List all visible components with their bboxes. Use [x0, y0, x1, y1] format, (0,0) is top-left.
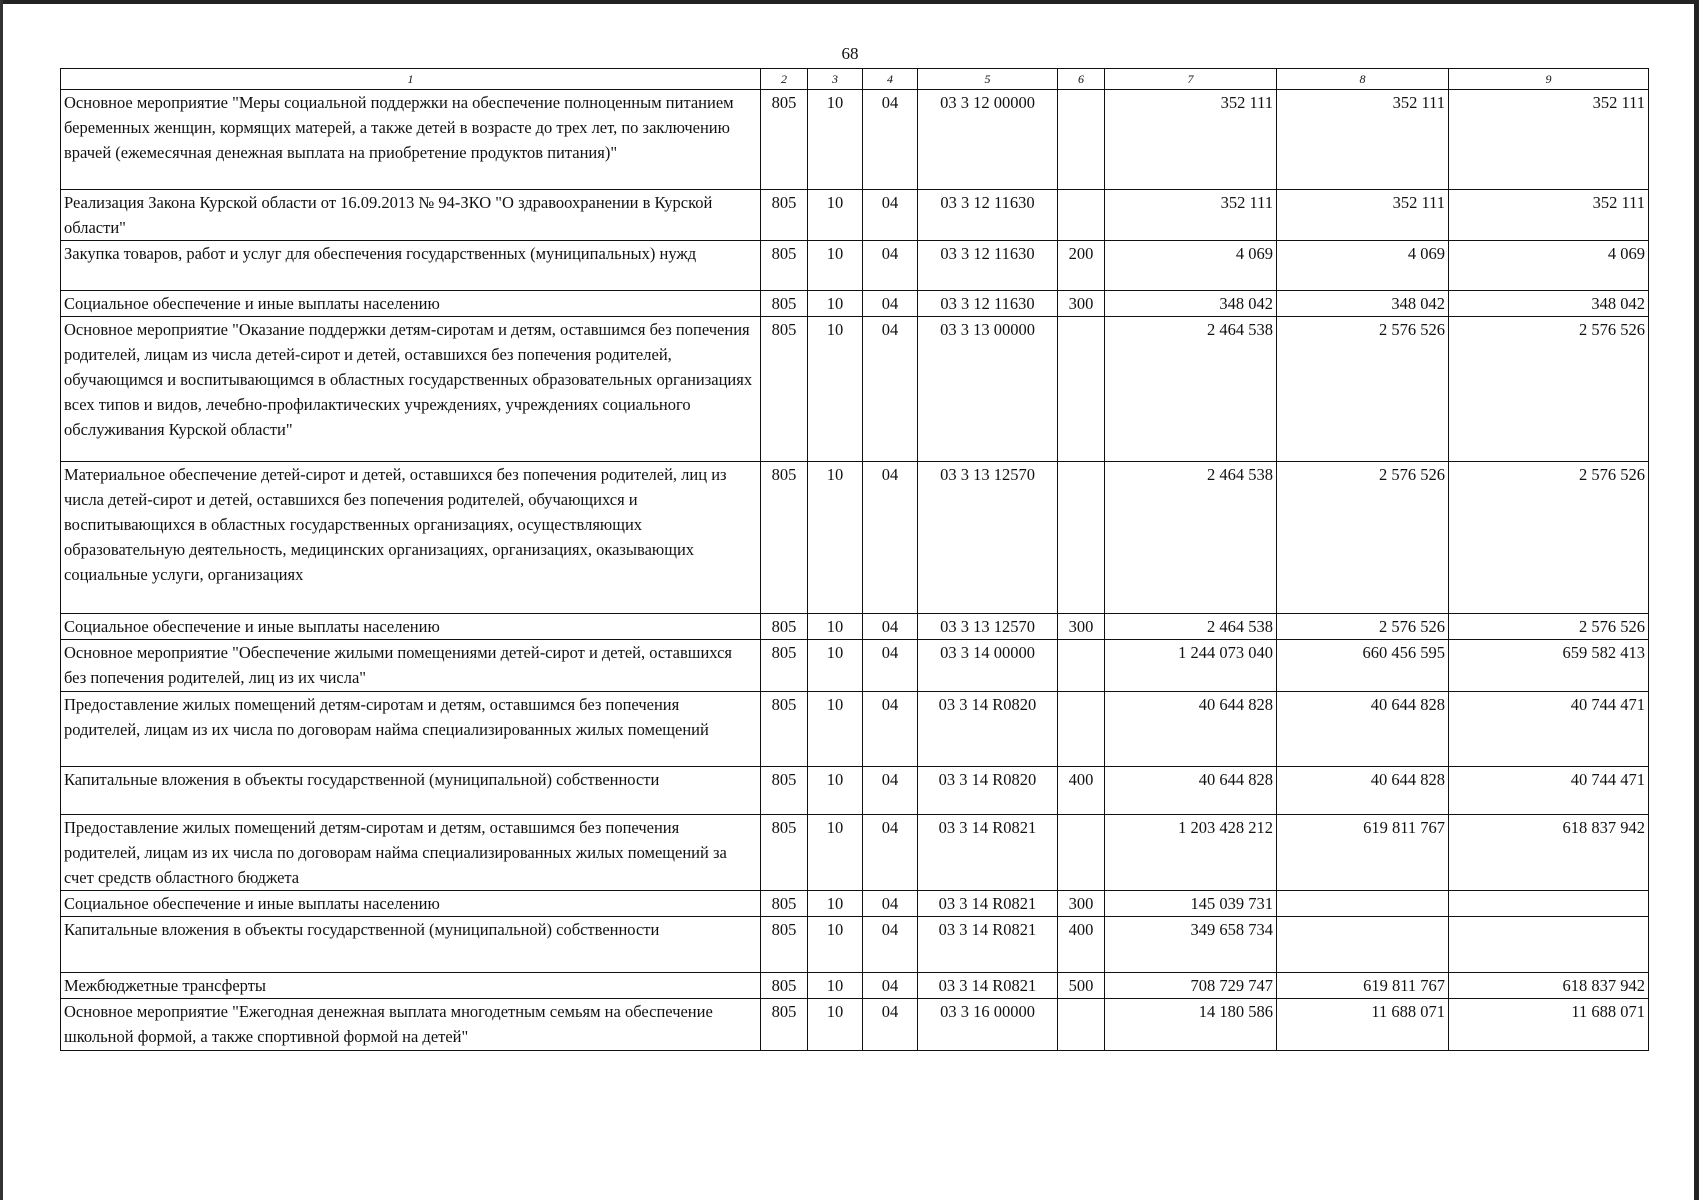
expense-type-code: 300 [1058, 891, 1105, 917]
ministry-code: 805 [761, 999, 808, 1051]
amount-col7: 14 180 586 [1105, 999, 1277, 1051]
amount-col9: 618 837 942 [1449, 973, 1649, 999]
scan-edge-left [0, 0, 3, 1200]
table-row [61, 640, 1649, 692]
ministry-code: 805 [761, 767, 808, 815]
table-row [61, 767, 1649, 815]
expense-type-code [1058, 815, 1105, 891]
page-number: 68 [841, 44, 859, 63]
target-article-code: 03 3 12 00000 [918, 90, 1058, 190]
target-article-code: 03 3 14 R0821 [918, 973, 1058, 999]
section-code: 10 [808, 692, 863, 767]
amount-col9: 11 688 071 [1449, 999, 1649, 1051]
ministry-code: 805 [761, 614, 808, 640]
expense-type-code: 300 [1058, 614, 1105, 640]
subsection-code: 04 [863, 767, 918, 815]
section-code: 10 [808, 190, 863, 241]
subsection-code: 04 [863, 317, 918, 462]
expense-type-code [1058, 462, 1105, 614]
row-name: Капитальные вложения в объекты государственной (муниципальной) собственности [61, 767, 761, 815]
amount-col7: 2 464 538 [1105, 462, 1277, 614]
table-row [61, 462, 1649, 614]
amount-col9: 659 582 413 [1449, 640, 1649, 692]
subsection-code: 04 [863, 815, 918, 891]
row-name: Основное мероприятие "Оказание поддержки детям-сиротам и детям, оставшимся без попечения родителей, лицам из числа детей-сирот и детей, оставшихся без попечения родителей, обучающимся и воспитывающимся в областных государственных образовательных организациях всех типов и видов, лечебно-профилактических учреждениях, учреждениях социального обслуживания Курской области" [61, 317, 761, 462]
subsection-code: 04 [863, 973, 918, 999]
target-article-code: 03 3 14 R0820 [918, 692, 1058, 767]
row-name: Межбюджетные трансферты [61, 973, 761, 999]
table-row [61, 999, 1649, 1051]
amount-col7: 1 203 428 212 [1105, 815, 1277, 891]
section-code: 10 [808, 999, 863, 1051]
subsection-code: 04 [863, 640, 918, 692]
table-row [61, 241, 1649, 291]
amount-col9: 40 744 471 [1449, 767, 1649, 815]
table-row [61, 291, 1649, 317]
amount-col7: 352 111 [1105, 190, 1277, 241]
amount-col9: 2 576 526 [1449, 317, 1649, 462]
header-cell: 9 [1449, 69, 1649, 90]
amount-col9: 352 111 [1449, 90, 1649, 190]
row-name: Материальное обеспечение детей-сирот и детей, оставшихся без попечения родителей, лиц из числа детей-сирот и детей, оставшихся без попечения родителей, обучающихся и воспитывающихся в областных государственных организациях, осуществляющих образовательную деятельность, медицинских организациях, организациях, оказывающих социальные услуги, организациях [61, 462, 761, 614]
header-cell: 5 [918, 69, 1058, 90]
amount-col9: 2 576 526 [1449, 462, 1649, 614]
table-row [61, 692, 1649, 767]
table-row [61, 90, 1649, 190]
target-article-code: 03 3 14 R0820 [918, 767, 1058, 815]
amount-col9: 348 042 [1449, 291, 1649, 317]
ministry-code: 805 [761, 815, 808, 891]
section-code: 10 [808, 917, 863, 973]
ministry-code: 805 [761, 973, 808, 999]
table-row [61, 973, 1649, 999]
ministry-code: 805 [761, 692, 808, 767]
table-row [61, 917, 1649, 973]
amount-col7: 1 244 073 040 [1105, 640, 1277, 692]
target-article-code: 03 3 12 11630 [918, 291, 1058, 317]
scan-edge-right [1694, 0, 1699, 1200]
expense-type-code: 400 [1058, 917, 1105, 973]
amount-col8: 619 811 767 [1277, 973, 1449, 999]
amount-col7: 352 111 [1105, 90, 1277, 190]
target-article-code: 03 3 13 00000 [918, 317, 1058, 462]
expense-type-code: 400 [1058, 767, 1105, 815]
amount-col8: 4 069 [1277, 241, 1449, 291]
expense-type-code: 200 [1058, 241, 1105, 291]
section-code: 10 [808, 815, 863, 891]
row-name: Социальное обеспечение и иные выплаты населению [61, 614, 761, 640]
table-row [61, 815, 1649, 891]
header-cell: 2 [761, 69, 808, 90]
amount-col7: 40 644 828 [1105, 767, 1277, 815]
amount-col7: 349 658 734 [1105, 917, 1277, 973]
amount-col8: 352 111 [1277, 190, 1449, 241]
header-cell: 8 [1277, 69, 1449, 90]
header-cell: 1 [61, 69, 761, 90]
amount-col9 [1449, 917, 1649, 973]
header-row [61, 69, 1649, 90]
section-code: 10 [808, 614, 863, 640]
scan-edge-top [0, 0, 1699, 4]
amount-col9 [1449, 891, 1649, 917]
amount-col8: 619 811 767 [1277, 815, 1449, 891]
amount-col9: 352 111 [1449, 190, 1649, 241]
row-name: Основное мероприятие "Обеспечение жилыми помещениями детей-сирот и детей, оставшихся без попечения родителей, лиц из их числа" [61, 640, 761, 692]
row-name: Предоставление жилых помещений детям-сиротам и детям, оставшимся без попечения родителей, лицам из их числа по договорам найма специализированных жилых помещений за счет средств областного бюджета [61, 815, 761, 891]
expense-type-code [1058, 317, 1105, 462]
amount-col8: 40 644 828 [1277, 692, 1449, 767]
section-code: 10 [808, 891, 863, 917]
ministry-code: 805 [761, 640, 808, 692]
amount-col9: 40 744 471 [1449, 692, 1649, 767]
amount-col9: 618 837 942 [1449, 815, 1649, 891]
subsection-code: 04 [863, 891, 918, 917]
ministry-code: 805 [761, 917, 808, 973]
amount-col7: 4 069 [1105, 241, 1277, 291]
table-row [61, 317, 1649, 462]
subsection-code: 04 [863, 462, 918, 614]
row-name: Основное мероприятие "Меры социальной поддержки на обеспечение полноценным питанием беременных женщин, кормящих матерей, а также детей в возрасте до трех лет, по заключению врачей (ежемесячная денежная выплата на приобретение продуктов питания)" [61, 90, 761, 190]
row-name: Капитальные вложения в объекты государственной (муниципальной) собственности [61, 917, 761, 973]
row-name: Реализация Закона Курской области от 16.09.2013 № 94-ЗКО "О здравоохранении в Курской области" [61, 190, 761, 241]
ministry-code: 805 [761, 291, 808, 317]
section-code: 10 [808, 973, 863, 999]
amount-col8: 40 644 828 [1277, 767, 1449, 815]
amount-col8: 2 576 526 [1277, 614, 1449, 640]
target-article-code: 03 3 16 00000 [918, 999, 1058, 1051]
subsection-code: 04 [863, 291, 918, 317]
expense-type-code [1058, 999, 1105, 1051]
subsection-code: 04 [863, 241, 918, 291]
section-code: 10 [808, 241, 863, 291]
ministry-code: 805 [761, 317, 808, 462]
expense-type-code [1058, 190, 1105, 241]
expense-type-code: 500 [1058, 973, 1105, 999]
ministry-code: 805 [761, 462, 808, 614]
row-name: Предоставление жилых помещений детям-сиротам и детям, оставшимся без попечения родителей, лицам из их числа по договорам найма специализированных жилых помещений [61, 692, 761, 767]
expense-type-code [1058, 692, 1105, 767]
ministry-code: 805 [761, 190, 808, 241]
target-article-code: 03 3 12 11630 [918, 190, 1058, 241]
target-article-code: 03 3 13 12570 [918, 462, 1058, 614]
header-cell: 4 [863, 69, 918, 90]
target-article-code: 03 3 14 R0821 [918, 891, 1058, 917]
section-code: 10 [808, 640, 863, 692]
amount-col8: 660 456 595 [1277, 640, 1449, 692]
amount-col7: 348 042 [1105, 291, 1277, 317]
target-article-code: 03 3 14 R0821 [918, 815, 1058, 891]
amount-col8 [1277, 917, 1449, 973]
target-article-code: 03 3 13 12570 [918, 614, 1058, 640]
subsection-code: 04 [863, 614, 918, 640]
section-code: 10 [808, 291, 863, 317]
header-cell: 7 [1105, 69, 1277, 90]
table-row [61, 190, 1649, 241]
table-row [61, 891, 1649, 917]
amount-col8 [1277, 891, 1449, 917]
header-cell: 6 [1058, 69, 1105, 90]
amount-col9: 4 069 [1449, 241, 1649, 291]
amount-col8: 2 576 526 [1277, 462, 1449, 614]
table-row [61, 614, 1649, 640]
amount-col8: 11 688 071 [1277, 999, 1449, 1051]
expense-type-code [1058, 90, 1105, 190]
section-code: 10 [808, 767, 863, 815]
subsection-code: 04 [863, 190, 918, 241]
amount-col7: 2 464 538 [1105, 317, 1277, 462]
section-code: 10 [808, 317, 863, 462]
subsection-code: 04 [863, 90, 918, 190]
ministry-code: 805 [761, 241, 808, 291]
row-name: Основное мероприятие "Ежегодная денежная выплата многодетным семьям на обеспечение школьной формой, а также спортивной формой на детей" [61, 999, 761, 1051]
expense-type-code [1058, 640, 1105, 692]
amount-col7: 145 039 731 [1105, 891, 1277, 917]
target-article-code: 03 3 12 11630 [918, 241, 1058, 291]
row-name: Социальное обеспечение и иные выплаты населению [61, 291, 761, 317]
section-code: 10 [808, 462, 863, 614]
target-article-code: 03 3 14 00000 [918, 640, 1058, 692]
row-name: Закупка товаров, работ и услуг для обеспечения государственных (муниципальных) нужд [61, 241, 761, 291]
subsection-code: 04 [863, 692, 918, 767]
section-code: 10 [808, 90, 863, 190]
amount-col8: 2 576 526 [1277, 317, 1449, 462]
row-name: Социальное обеспечение и иные выплаты населению [61, 891, 761, 917]
ministry-code: 805 [761, 891, 808, 917]
subsection-code: 04 [863, 999, 918, 1051]
expense-type-code: 300 [1058, 291, 1105, 317]
ministry-code: 805 [761, 90, 808, 190]
target-article-code: 03 3 14 R0821 [918, 917, 1058, 973]
header-cell: 3 [808, 69, 863, 90]
budget-table [60, 68, 1649, 1051]
amount-col9: 2 576 526 [1449, 614, 1649, 640]
subsection-code: 04 [863, 917, 918, 973]
amount-col8: 352 111 [1277, 90, 1449, 190]
amount-col8: 348 042 [1277, 291, 1449, 317]
amount-col7: 708 729 747 [1105, 973, 1277, 999]
amount-col7: 40 644 828 [1105, 692, 1277, 767]
amount-col7: 2 464 538 [1105, 614, 1277, 640]
